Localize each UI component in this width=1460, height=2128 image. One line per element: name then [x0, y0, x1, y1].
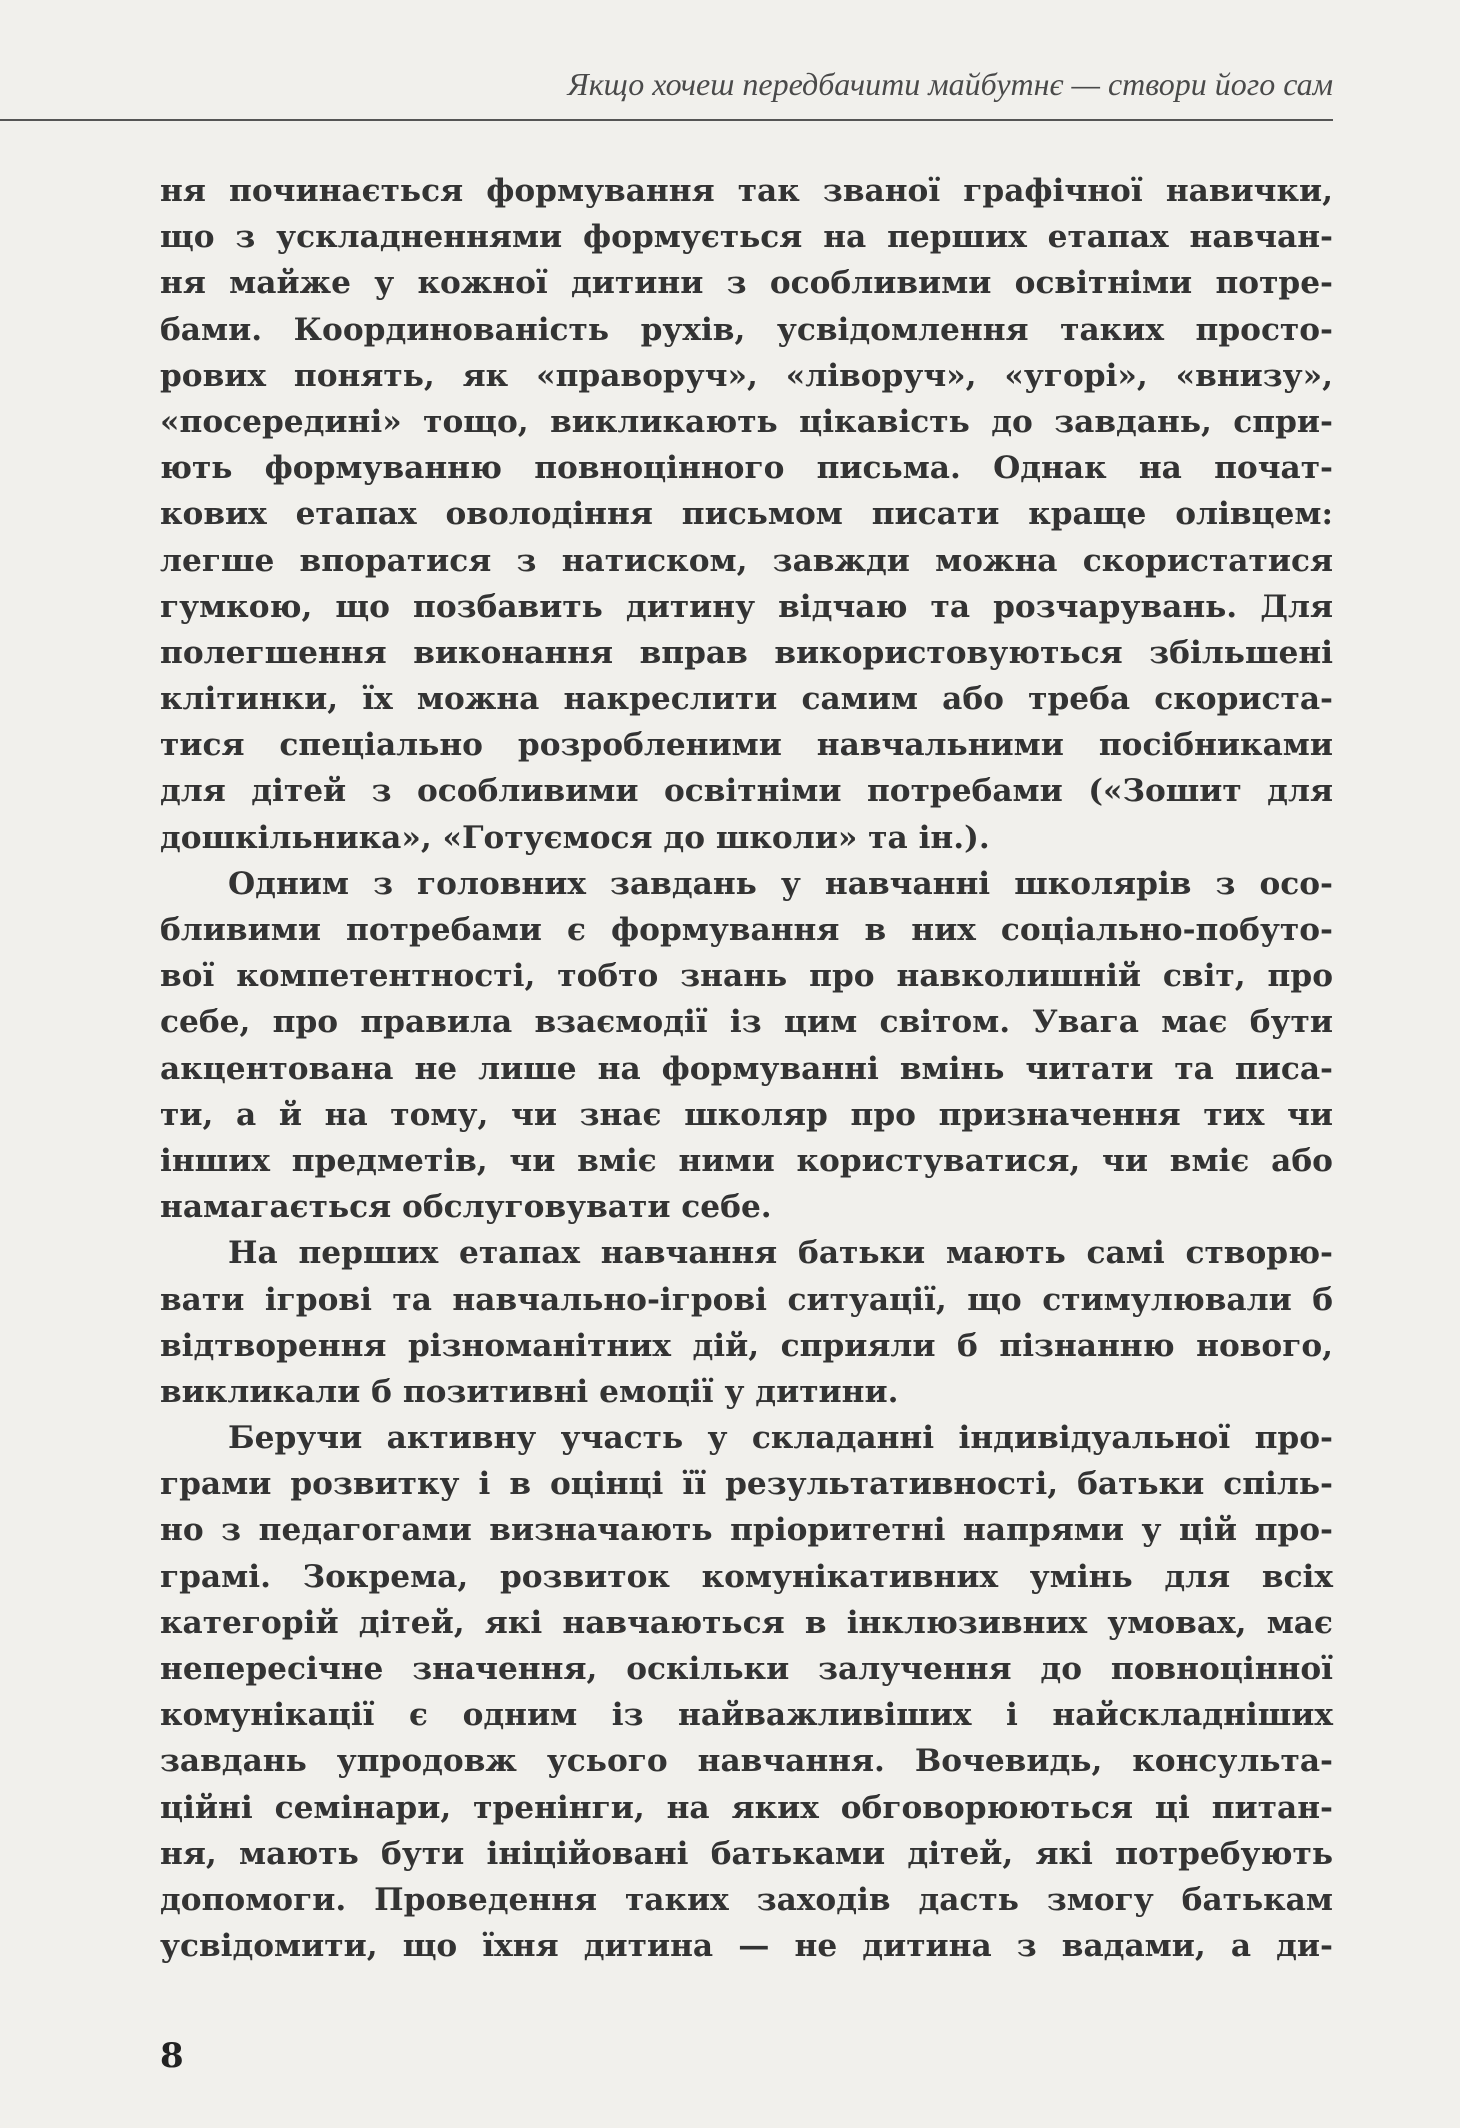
running-head: Якщо хочеш передбачити майбутнє — створи його сам: [567, 66, 1333, 102]
text-line: ти, а й на тому, чи знає школяр про призначення тих чи: [160, 1096, 1333, 1133]
paragraph-first-line: Беручи активну участь у складанні індивідуальної про-: [228, 1420, 1333, 1457]
text-line: вати ігрові та навчально-ігрові ситуації, що стимулювали б: [160, 1281, 1333, 1318]
text-line: грами розвитку і в оцінці її результативності, батьки спіль-: [160, 1466, 1333, 1503]
text-line: непересічне значення, оскільки залучення до повноцінної: [160, 1651, 1333, 1687]
text-line: викликали б позитивні емоції у дитини.: [160, 1373, 899, 1410]
text-line: дошкільника», «Готуємося до школи» та ін.).: [160, 819, 990, 856]
page-number: 8: [160, 2036, 184, 2076]
text-line: акцентована не лише на формуванні вмінь читати та писа-: [160, 1050, 1333, 1087]
text-line: рових понять, як «праворуч», «ліворуч», «угорі», «внизу»,: [160, 357, 1333, 394]
text-line: інших предметів, чи вміє ними користуватися, чи вміє або: [160, 1142, 1333, 1179]
text-line: легше впоратися з натиском, завжди можна скористатися: [160, 542, 1333, 579]
text-line: грамі. Зокрема, розвиток комунікативних умінь для всіх: [160, 1558, 1333, 1595]
text-line: завдань упродовж усього навчання. Вочевидь, консульта-: [160, 1743, 1333, 1780]
text-line: клітинки, їх можна накреслити самим або треба скориста-: [160, 681, 1333, 718]
text-line: що з ускладненнями формується на перших етапах навчан-: [160, 219, 1333, 256]
text-line: допомоги. Проведення таких заходів дасть змогу батькам: [160, 1881, 1333, 1918]
text-line: відтворення різноманітних дій, сприяли б пізнанню нового,: [160, 1327, 1333, 1364]
paragraph-first-line: На перших етапах навчання батьки мають самі створю-: [228, 1235, 1333, 1272]
text-line: ційні семінари, тренінги, на яких обговорюються ці питан-: [160, 1789, 1333, 1826]
text-line: усвідомити, що їхня дитина — не дитина з вадами, а ди-: [160, 1928, 1333, 1965]
text-line: ня, мають бути ініційовані батьками дітей, які потребують: [160, 1835, 1333, 1872]
text-line: бами. Координованість рухів, усвідомлення таких просто-: [160, 311, 1333, 348]
text-line: ють формуванню повноцінного письма. Однак на почат-: [160, 450, 1333, 487]
text-line: намагається обслуговувати себе.: [160, 1189, 772, 1226]
text-line: кових етапах оволодіння письмом писати краще олівцем:: [160, 496, 1333, 533]
text-line: вої компетентності, тобто знань про навколишній світ, про: [160, 958, 1333, 995]
text-line: тися спеціально розробленими навчальними посібниками: [160, 727, 1333, 764]
text-line: гумкою, що позбавить дитину відчаю та розчарувань. Для: [160, 588, 1333, 625]
text-line: ня майже у кожної дитини з особливими освітніми потре-: [160, 265, 1333, 302]
text-line: категорій дітей, які навчаються в інклюзивних умовах, має: [160, 1604, 1333, 1641]
text-line: комунікації є одним із найважливіших і найскладніших: [160, 1697, 1333, 1734]
text-line: себе, про правила взаємодії із цим світом. Увага має бути: [160, 1004, 1333, 1041]
text-line: для дітей з особливими освітніми потребами («Зошит для: [160, 773, 1333, 810]
header-rule: [0, 119, 1333, 121]
text-line: «посередині» тощо, викликають цікавість до завдань, спри-: [160, 403, 1333, 440]
text-line: но з педагогами визначають пріоритетні напрями у цій про-: [160, 1512, 1333, 1549]
text-line: полегшення виконання вправ використовуються збільшені: [160, 634, 1333, 671]
body-text: [160, 168, 1333, 1969]
paragraph-first-line: Одним з головних завдань у навчанні школярів з осо-: [228, 865, 1333, 902]
text-line: ня починається формування так званої графічної навички,: [160, 173, 1333, 209]
text-line: бливими потребами є формування в них соціально-побуто-: [160, 912, 1333, 948]
